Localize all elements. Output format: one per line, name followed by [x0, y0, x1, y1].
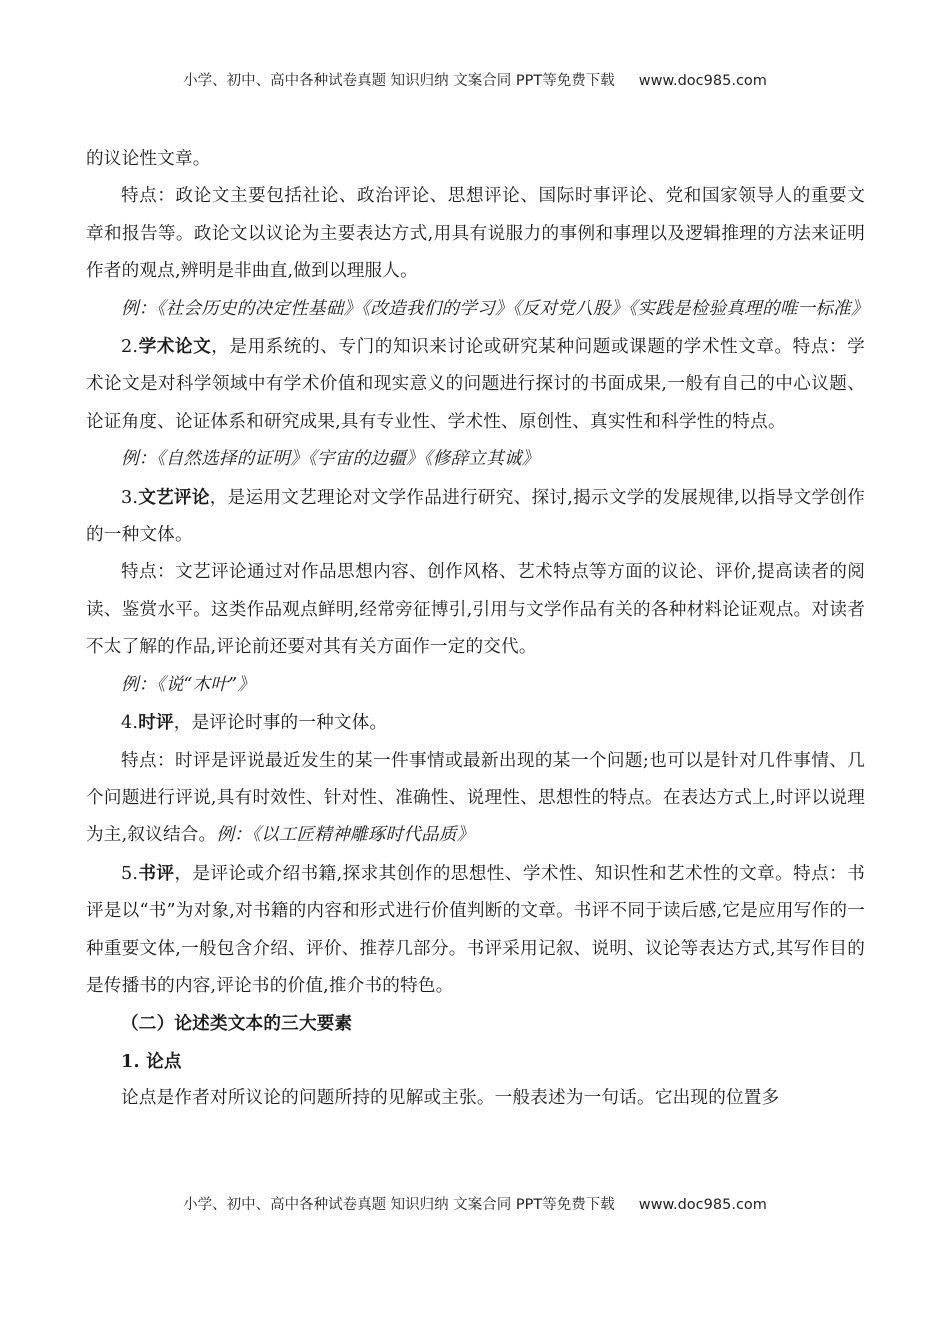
section-item: [86, 479, 865, 555]
inline-example: 例：《以工匠精神雕琢时代品质》: [216, 825, 475, 846]
example-paragraph: 例：《自然选择的证明》《宇宙的边疆》《修辞立其诚》: [121, 449, 540, 470]
section-item: [86, 855, 865, 1006]
item-term: 学术论文: [138, 336, 212, 358]
item-term: 文艺评论: [138, 486, 210, 508]
item-term: 书评: [138, 862, 175, 884]
section-item: [86, 704, 865, 742]
item-number: 5.: [121, 863, 139, 884]
page-footer: [0, 1193, 950, 1214]
footer-url[interactable]: www.doc985.com: [638, 1197, 767, 1213]
item-text: ，是用系统的、专门的知识来讨论或研究某种问题或课题的学术性文章。特点：学术论文是对科学领域中有学术价值和现实意义的问题进行探讨的书面成果,一般有自己的中心议题、论证角度、论证体系和研究成果,具有专业性、学术性、原创性、真实性和科学性的特点。: [86, 337, 865, 432]
subsection-heading: 1. 论点: [121, 1050, 182, 1072]
example-paragraph: 例：《社会历史的决定性基础》《改造我们的学习》《反对党八股》《实践是检验真理的唯一标准》: [121, 298, 869, 319]
item-number: 3.: [121, 487, 139, 508]
item-text: ，是评论或介绍书籍,探求其创作的思想性、学术性、知识性和艺术性的文章。特点：书评是以“书”为对象,对书籍的内容和形式进行价值判断的文章。书评不同于读后感,它是应用写作的一种重要文体,一般包含介绍、评价、推荐几部分。书评采用记叙、说明、议论等表达方式,其写作目的是传播书的内容,评论书的价值,推介书的特色。: [86, 863, 865, 996]
header-url[interactable]: www.doc985.com: [638, 73, 767, 89]
footer-text: 小学、初中、高中各种试卷真题 知识归纳 文案合同 PPT等免费下载: [183, 1197, 615, 1213]
item-number: 2.: [121, 337, 139, 358]
item-term: 时评: [138, 712, 174, 734]
paragraph: 的议论性文章。: [86, 149, 211, 169]
item-number: 4.: [121, 713, 139, 734]
section-heading: （二）论述类文本的三大要素: [121, 1013, 353, 1035]
item-text: ，是运用文艺理论对文学作品进行研究、探讨,揭示文学的发展规律,以指导文学创作的一种文体。: [86, 487, 865, 546]
header-text: 小学、初中、高中各种试卷真题 知识归纳 文案合同 PPT等免费下载: [183, 73, 615, 89]
example-paragraph: 例：《说“木叶”》: [121, 674, 256, 695]
paragraph-text: 特点：时评是评说最近发生的某一件事情或最新出现的某一个问题;也可以是针对几件事情、几个问题进行评说,具有时效性、针对性、准确性、说理性、思想性的特点。在表达方式上,时评以说理为主,叙议结合。: [86, 750, 865, 846]
paragraph: 论点是作者对所议论的问题所持的见解或主张。一般表述为一句话。它出现的位置多: [121, 1088, 780, 1109]
paragraph: 特点：政论文主要包括社论、政治评论、思想评论、国际时事评论、党和国家领导人的重要文章和报告等。政论文以议论为主要表达方式,用具有说服力的事例和事理以及逻辑推理的方法来证明作者的观点,辨明是非曲直,做到以理服人。: [86, 186, 865, 282]
paragraph: 特点：文艺评论通过对作品思想内容、创作风格、艺术特点等方面的议论、评价,提高读者的阅读、鉴赏水平。这类作品观点鲜明,经常旁征博引,引用与文学作品有关的各种材料论证观点。对读者不太了解的作品,评论前还要对其有关方面作一定的交代。: [86, 562, 865, 658]
section-item: [86, 328, 865, 441]
document-body: [86, 141, 869, 1118]
page-header: [0, 69, 950, 90]
item-text: ，是评论时事的一种文体。: [173, 713, 388, 734]
paragraph: [86, 743, 865, 855]
